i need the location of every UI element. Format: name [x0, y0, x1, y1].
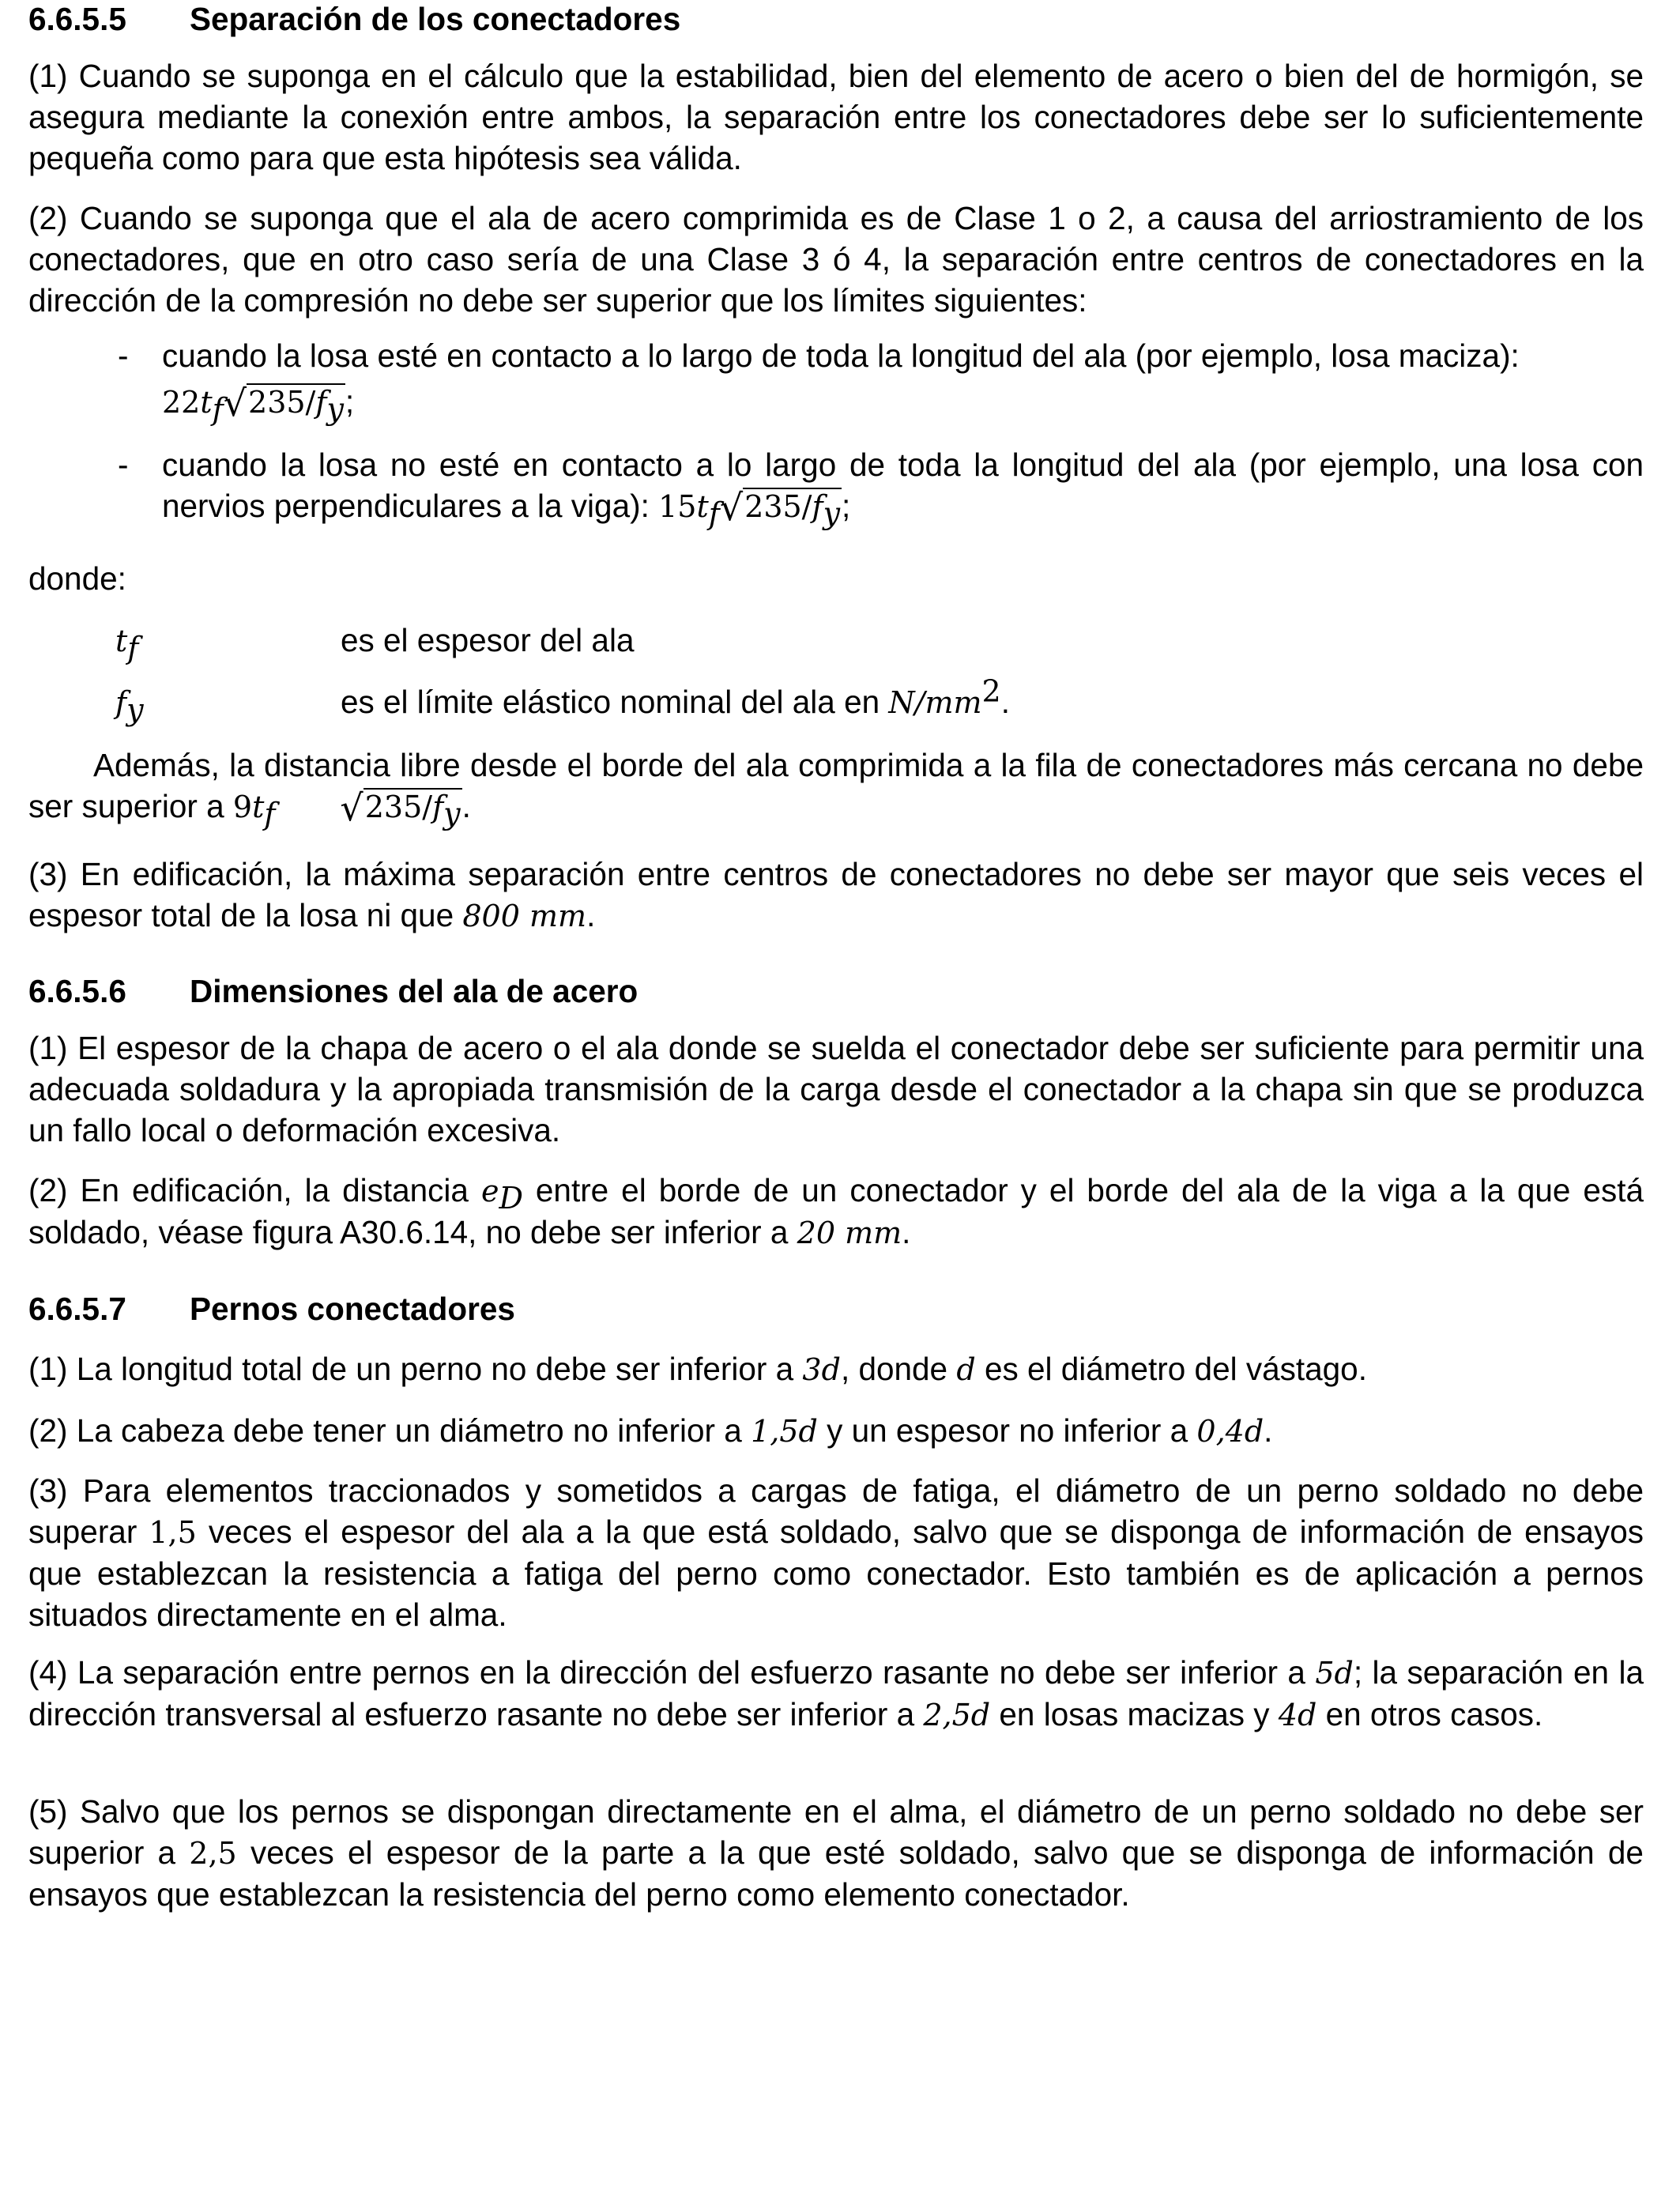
formula-22tf	[162, 381, 1644, 428]
radicand-number: 235/	[248, 385, 316, 420]
period: .	[902, 1214, 911, 1250]
section-heading-6-6-5-5	[28, 0, 680, 40]
formula-sub: f	[264, 797, 276, 832]
value-2-5: 2,5	[189, 1836, 237, 1871]
value-5d: 5d	[1315, 1656, 1354, 1691]
formula-t: t	[696, 489, 709, 524]
formula-t: t	[200, 385, 213, 420]
formula-coefficient: 15	[658, 489, 697, 524]
symbol-sub: D	[499, 1181, 523, 1216]
section-title: Dimensiones del ala de acero	[190, 973, 638, 1009]
paragraph-2: (2) Cuando se suponga que el ala de acero comprimida es de Clase 1 o 2, a causa del arriostramiento de los conectadores, que en otro caso sería de una Clase 3 ó 4, la separación entre centros de conectadores en la dirección de la compresión no debe ser superior que los límites siguientes:	[28, 200, 1644, 319]
paragraph-text: es el diámetro del vástago.	[984, 1351, 1367, 1387]
definition-symbol	[115, 681, 144, 728]
section-number: 6.6.5.5	[28, 1, 126, 37]
bullet-dash: -	[118, 337, 129, 374]
section-heading-6-6-5-7	[28, 1288, 515, 1329]
formula-t: t	[252, 790, 265, 824]
symbol-t: t	[115, 624, 128, 658]
paragraph-text: y un espesor no inferior a	[827, 1412, 1188, 1449]
paragraph-text: en otros casos.	[1325, 1696, 1543, 1732]
bullet-content	[162, 444, 1644, 532]
paragraph-5	[28, 1791, 1644, 1915]
paragraph-1: (1) Cuando se suponga en el cálculo que la estabilidad, bien del elemento de acero o bien del de hormigón, se asegura mediante la conexión entre ambos, la separación entre los conectadores debe ser lo suficientemente pequeña como para que esta hipótesis sea válida.	[28, 58, 1644, 176]
value-800mm: 800 mm	[462, 899, 587, 933]
bullet-item-1	[28, 335, 1644, 428]
value-0-4d: 0,4d	[1196, 1414, 1264, 1449]
radicand-f: f	[812, 489, 823, 524]
bullet-text: cuando la losa no esté en contacto a lo largo de toda la longitud del ala (por ejemplo, una losa con nervios perpendiculares a la viga):	[162, 447, 1644, 524]
definition-text: es el espesor del ala	[341, 622, 635, 658]
paragraph-3	[28, 1470, 1644, 1635]
paragraph-text: (2) En edificación, la distancia	[28, 1172, 469, 1208]
paragraph-text: (2) La cabeza debe tener un diámetro no inferior a	[28, 1412, 742, 1449]
section-title: Separación de los conectadores	[190, 1, 681, 37]
radicand-sub: y	[823, 496, 841, 531]
radicand-f: f	[315, 385, 327, 420]
radicand-sub: y	[326, 391, 344, 427]
donde-label: donde:	[28, 560, 126, 597]
value-1-5: 1,5	[149, 1515, 197, 1550]
symbol-sub: f	[127, 631, 139, 666]
paragraph-text: entre el borde de un conectador y el borde del ala de la viga a la que está soldado, véase figura A30.6.14, no debe ser inferior a	[28, 1172, 1644, 1250]
sqrt-expression: $√235/f_y$	[340, 786, 461, 831]
paragraph-text: (4) La separación entre pernos en la dirección del esfuerzo rasante no debe ser inferior a	[28, 1654, 1305, 1691]
semicolon: ;	[345, 383, 355, 420]
value-1-5d: 1,5d	[751, 1414, 818, 1449]
paragraph-2	[28, 1410, 1644, 1452]
paragraph-text: Además, la distancia libre desde el borde del ala comprimida a la fila de conectadores más cercana no debe ser superior a	[28, 747, 1644, 824]
value-2-5d: 2,5d	[923, 1698, 991, 1732]
value-20mm: 20 mm	[797, 1216, 902, 1250]
radicand-number: 235/	[744, 489, 812, 524]
period: .	[1000, 684, 1010, 720]
bullet-dash: -	[118, 447, 129, 483]
unit-exponent: 2	[981, 673, 1001, 709]
paragraph-4	[28, 1652, 1644, 1736]
section-number: 6.6.5.6	[28, 973, 126, 1009]
section-number: 6.6.5.7	[28, 1291, 126, 1327]
paragraph-text: veces el espesor de la parte a la que esté soldado, salvo que se disponga de información de ensayos que establezcan la resistencia del perno como elemento conectador.	[28, 1834, 1644, 1913]
paragraph-3	[28, 854, 1644, 937]
definition-text: es el límite elástico nominal del ala en	[341, 684, 880, 720]
unit: N/mm	[888, 685, 982, 720]
definition-symbol	[115, 620, 139, 666]
radicand-f: f	[432, 790, 444, 824]
symbol-sub: y	[126, 692, 144, 728]
formula-15tf	[658, 486, 851, 532]
paragraph-text: (3) Para elementos traccionados y sometidos a cargas de fatiga, el diámetro de un perno soldado no debe superar	[28, 1472, 1644, 1550]
formula-9tf	[232, 786, 471, 832]
paragraph-text: (1) La longitud total de un perno no debe ser inferior a	[28, 1351, 794, 1387]
sqrt-expression: $√235/f_y$	[719, 486, 841, 531]
paragraph-ademas	[28, 745, 1644, 832]
paragraph-1: (1) El espesor de la chapa de acero o el ala donde se suelda el conectador debe ser suficiente para permitir una adecuada soldadura y la apropiada transmisión de la carga desde el conectador a la chapa sin que se produzca un fallo local o deformación excesiva.	[28, 1030, 1644, 1148]
value-d: d	[956, 1352, 976, 1387]
symbol-e: e	[480, 1174, 499, 1208]
paragraph-text: en losas macizas y	[999, 1696, 1270, 1732]
paragraph-text: (3) En edificación, la máxima separación entre centros de conectadores no debe ser mayor que seis veces el espesor total de la losa ni que	[28, 856, 1644, 933]
period: .	[461, 788, 471, 824]
period: .	[586, 897, 596, 933]
section-title: Pernos conectadores	[190, 1291, 515, 1327]
bullet-text: cuando la losa esté en contacto a lo largo de toda la longitud del ala (por ejemplo, losa maciza):	[162, 337, 1520, 374]
radicand-number: 235/	[364, 790, 433, 824]
value-3d: 3d	[802, 1352, 841, 1387]
radicand-sub: y	[443, 796, 461, 831]
paragraph-text: veces el espesor del ala a la que está soldado, salvo que se disponga de información de ensayos que establezcan la resistencia a fatiga del perno como conectador. Esto también es de aplicación a pernos situados directamente en el alma.	[28, 1514, 1644, 1633]
value-4d: 4d	[1278, 1698, 1317, 1732]
formula-coefficient: 9	[232, 790, 253, 824]
formula-sub: f	[708, 496, 720, 532]
paragraph-text: , donde	[840, 1351, 948, 1387]
symbol-f: f	[115, 685, 127, 720]
definition-text-wrap	[341, 673, 1010, 723]
semicolon: ;	[842, 488, 851, 524]
formula-coefficient: 22	[162, 385, 201, 420]
period: .	[1264, 1412, 1273, 1449]
paragraph-2	[28, 1170, 1644, 1253]
section-heading-6-6-5-6	[28, 971, 638, 1012]
paragraph-text: ; la separación en la dirección transversal al esfuerzo rasante no debe ser inferior a	[28, 1654, 1644, 1732]
paragraph-text: (5) Salvo que los pernos se dispongan directamente en el alma, el diámetro de un perno soldado no debe ser superior a	[28, 1793, 1644, 1871]
bullet-item-2	[28, 444, 1644, 532]
formula-sub: f	[212, 392, 224, 428]
paragraph-1	[28, 1348, 1644, 1390]
sqrt-expression: $√235/f_y$	[223, 382, 344, 427]
